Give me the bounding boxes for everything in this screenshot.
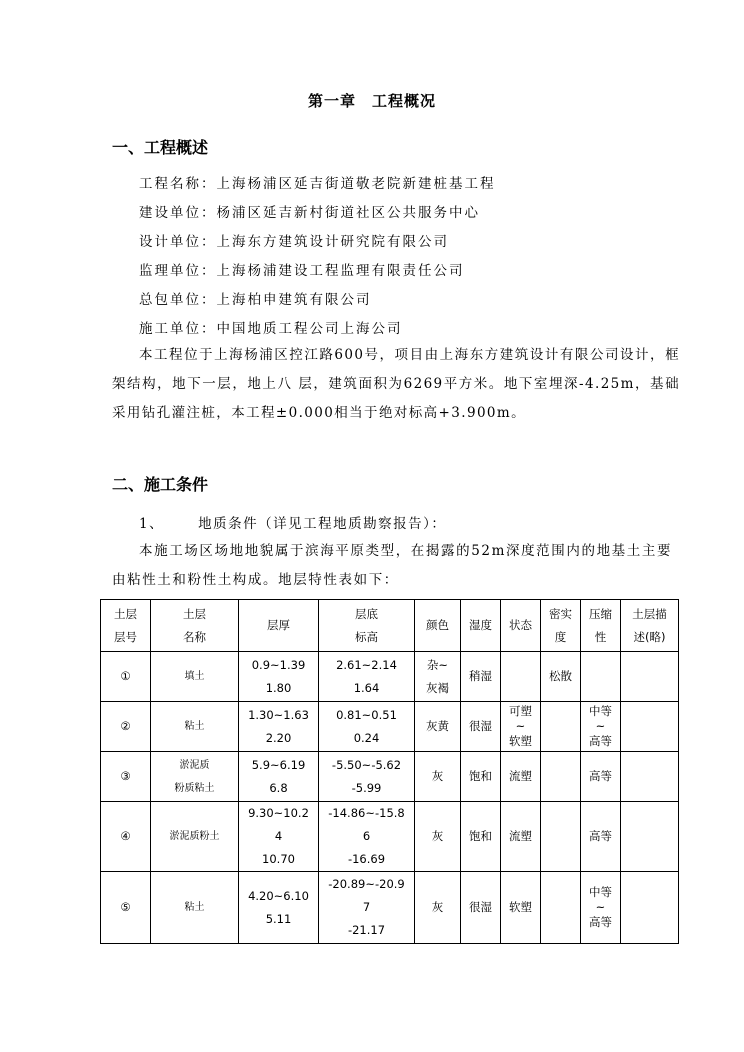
cell-text: 4 bbox=[274, 829, 283, 843]
cell-text: 7 bbox=[362, 900, 371, 914]
layer-humidity-cell bbox=[461, 872, 501, 944]
layer-desc-cell bbox=[621, 652, 679, 702]
cell-text: 0.24 bbox=[353, 730, 380, 745]
layer-compress-cell bbox=[581, 702, 621, 752]
cell-text: 2.61~2.14 bbox=[336, 657, 397, 672]
cell-text: 饱和 bbox=[469, 829, 492, 843]
info-value: 上海东方建筑设计研究院有限公司 bbox=[216, 234, 449, 250]
layer-compress-cell bbox=[581, 652, 621, 702]
layer-thickness-cell bbox=[239, 752, 319, 802]
layer-humidity-cell bbox=[461, 702, 501, 752]
layer-desc-cell bbox=[621, 752, 679, 802]
table-row bbox=[101, 802, 679, 872]
layer-density-cell bbox=[541, 802, 581, 872]
info-label: 设计单位： bbox=[139, 234, 217, 250]
layer-state-cell bbox=[501, 652, 541, 702]
layer-number-cell bbox=[101, 652, 151, 702]
table-header-cell bbox=[239, 600, 319, 652]
layer-name-cell bbox=[151, 702, 239, 752]
project-info-row bbox=[139, 259, 465, 279]
cell-text: 灰褐 bbox=[426, 680, 449, 695]
cell-text: -5.99 bbox=[351, 780, 382, 795]
layer-name-cell bbox=[151, 802, 239, 872]
cell-text: 10.70 bbox=[262, 852, 295, 866]
layer-density-cell bbox=[541, 702, 581, 752]
layer-compress-cell bbox=[581, 752, 621, 802]
header-text: 名称 bbox=[183, 629, 206, 644]
header-text: 湿度 bbox=[469, 618, 492, 632]
cell-text: 0.81~0.51 bbox=[336, 707, 397, 722]
cell-text: 6 bbox=[362, 829, 371, 843]
info-label: 建设单位： bbox=[139, 205, 217, 221]
cell-text: ④ bbox=[120, 829, 131, 843]
header-text: 压缩 bbox=[589, 606, 612, 621]
layer-state-cell bbox=[501, 702, 541, 752]
cell-text: ~ bbox=[595, 719, 606, 733]
project-info-row bbox=[139, 201, 480, 221]
layer-number-cell bbox=[101, 802, 151, 872]
cell-text: 1.64 bbox=[353, 680, 380, 695]
info-value: 上海柏申建筑有限公司 bbox=[216, 292, 372, 308]
cell-text: 9.30~10.2 bbox=[248, 806, 309, 820]
header-text: 土层 bbox=[114, 606, 137, 621]
project-info-row bbox=[139, 230, 449, 250]
cell-text: 淤泥质粉土 bbox=[169, 831, 220, 842]
cell-text: -20.89~-20.9 bbox=[328, 877, 405, 891]
cell-text: -21.17 bbox=[347, 923, 386, 937]
table-header-cell bbox=[541, 600, 581, 652]
layer-state-cell bbox=[501, 752, 541, 802]
cell-text: 很湿 bbox=[469, 719, 492, 733]
header-text: 层号 bbox=[114, 629, 137, 644]
info-value: 杨浦区延吉新村街道社区公共服务中心 bbox=[216, 205, 480, 221]
layer-thickness-cell bbox=[239, 802, 319, 872]
layer-color-cell bbox=[415, 652, 461, 702]
cell-text: 1.30~1.63 bbox=[248, 707, 309, 722]
table-row bbox=[101, 872, 679, 944]
cell-text: 稍湿 bbox=[469, 669, 492, 683]
header-text: 土层描 bbox=[632, 606, 667, 621]
table-header-cell bbox=[415, 600, 461, 652]
table-header-cell bbox=[501, 600, 541, 652]
header-text: 层底 bbox=[355, 606, 378, 621]
cell-text: -5.50~-5.62 bbox=[331, 757, 402, 772]
cell-text: 高等 bbox=[589, 769, 612, 783]
layer-color-cell bbox=[415, 802, 461, 872]
layer-elevation-cell bbox=[319, 652, 415, 702]
cell-text: 松散 bbox=[549, 669, 572, 683]
cell-text: 填土 bbox=[184, 671, 205, 682]
table-header-cell bbox=[319, 600, 415, 652]
info-label: 总包单位： bbox=[139, 292, 217, 308]
table-header-cell bbox=[581, 600, 621, 652]
geology-item-number: 1、 bbox=[139, 516, 165, 532]
cell-text: 中等 bbox=[589, 704, 612, 718]
cell-text: 流塑 bbox=[509, 769, 532, 783]
info-value: 上海杨浦建设工程监理有限责任公司 bbox=[216, 263, 465, 279]
layer-name-cell bbox=[151, 872, 239, 944]
cell-text: 2.20 bbox=[265, 730, 292, 745]
cell-text: 灰 bbox=[431, 900, 444, 914]
header-text: 颜色 bbox=[426, 618, 449, 632]
table-header-cell bbox=[151, 600, 239, 652]
cell-text: 高等 bbox=[589, 734, 612, 748]
header-text: 述(略) bbox=[633, 629, 666, 644]
layer-humidity-cell bbox=[461, 802, 501, 872]
info-label: 工程名称： bbox=[139, 176, 217, 192]
geology-item-text: 地质条件（详见工程地质勘察报告）： bbox=[198, 516, 447, 532]
info-value: 中国地质工程公司上海公司 bbox=[216, 321, 403, 337]
cell-text: 粘土 bbox=[184, 902, 205, 913]
layer-humidity-cell bbox=[461, 652, 501, 702]
cell-text: 6.8 bbox=[269, 780, 288, 795]
layer-color-cell bbox=[415, 872, 461, 944]
layer-thickness-cell bbox=[239, 652, 319, 702]
table-header-row bbox=[101, 600, 679, 652]
table-header-cell bbox=[101, 600, 151, 652]
cell-text: -14.86~-15.8 bbox=[328, 806, 405, 820]
project-description: 本工程位于上海杨浦区控江路600号，项目由上海东方建筑设计有限公司设计，框架结构，地下一层，地上八 层，建筑面积为6269平方米。地下室埋深-4.25m，基础采用钻孔灌注桩，本工程±0.000相当于绝对标高+3.900m。 bbox=[112, 347, 680, 421]
cell-text: 淤泥质 bbox=[179, 759, 210, 771]
cell-text: 4.20~6.10 bbox=[248, 888, 309, 903]
cell-text: ⑤ bbox=[120, 900, 131, 914]
project-info-row bbox=[139, 172, 496, 192]
header-text: 土层 bbox=[183, 606, 206, 621]
layer-desc-cell bbox=[621, 702, 679, 752]
header-text: 密实 bbox=[549, 606, 572, 621]
info-label: 施工单位： bbox=[139, 321, 217, 337]
cell-text: 高等 bbox=[589, 829, 612, 843]
cell-text: 灰 bbox=[431, 769, 444, 783]
project-info-row bbox=[139, 317, 403, 337]
info-label: 监理单位： bbox=[139, 263, 217, 279]
layer-desc-cell bbox=[621, 802, 679, 872]
layer-color-cell bbox=[415, 752, 461, 802]
layer-elevation-cell bbox=[319, 752, 415, 802]
section-heading-conditions: 二、施工条件 bbox=[112, 475, 209, 494]
layer-number-cell bbox=[101, 752, 151, 802]
layer-thickness-cell bbox=[239, 872, 319, 944]
layer-humidity-cell bbox=[461, 752, 501, 802]
cell-text: -16.69 bbox=[347, 852, 386, 866]
project-info-row bbox=[139, 288, 372, 308]
layer-color-cell bbox=[415, 702, 461, 752]
cell-text: 流塑 bbox=[509, 829, 532, 843]
cell-text: 粘土 bbox=[184, 721, 205, 732]
cell-text: 粉质粘土 bbox=[174, 782, 215, 794]
layer-compress-cell bbox=[581, 872, 621, 944]
layer-number-cell bbox=[101, 702, 151, 752]
section-heading-overview: 一、工程概述 bbox=[112, 138, 209, 157]
layer-desc-cell bbox=[621, 872, 679, 944]
cell-text: 软塑 bbox=[509, 734, 532, 748]
table-row bbox=[101, 752, 679, 802]
layer-thickness-cell bbox=[239, 702, 319, 752]
soil-layer-table bbox=[100, 599, 679, 944]
cell-text: 0.9~1.39 bbox=[251, 657, 306, 672]
cell-text: ② bbox=[120, 719, 131, 733]
cell-text: 杂~ bbox=[426, 657, 449, 672]
table-row bbox=[101, 652, 679, 702]
cell-text: 可塑 bbox=[509, 704, 532, 718]
layer-name-cell bbox=[151, 652, 239, 702]
layer-compress-cell bbox=[581, 802, 621, 872]
header-text: 层厚 bbox=[267, 618, 290, 632]
cell-text: 高等 bbox=[589, 915, 612, 929]
layer-state-cell bbox=[501, 802, 541, 872]
header-text: 度 bbox=[554, 629, 567, 644]
cell-text: 灰 bbox=[431, 829, 444, 843]
cell-text: 灰黄 bbox=[426, 719, 449, 733]
cell-text: 很湿 bbox=[469, 900, 492, 914]
layer-name-cell bbox=[151, 752, 239, 802]
geology-item bbox=[139, 512, 446, 532]
geology-description: 本施工场区场地地貌属于滨海平原类型，在揭露的52m深度范围内的地基土主要由粘性土和粉性土构成。地层特性表如下： bbox=[112, 543, 673, 588]
layer-density-cell bbox=[541, 752, 581, 802]
layer-elevation-cell bbox=[319, 802, 415, 872]
cell-text: 中等 bbox=[589, 885, 612, 899]
layer-density-cell bbox=[541, 652, 581, 702]
table-row bbox=[101, 702, 679, 752]
cell-text: 饱和 bbox=[469, 769, 492, 783]
layer-number-cell bbox=[101, 872, 151, 944]
table-header-cell bbox=[461, 600, 501, 652]
header-text: 状态 bbox=[509, 618, 532, 632]
layer-elevation-cell bbox=[319, 872, 415, 944]
page-title: 第一章 工程概况 bbox=[307, 92, 436, 110]
cell-text: ~ bbox=[595, 900, 606, 914]
cell-text: 软塑 bbox=[509, 900, 532, 914]
table-header-cell bbox=[621, 600, 679, 652]
cell-text: ① bbox=[120, 669, 131, 683]
info-value: 上海杨浦区延吉街道敬老院新建桩基工程 bbox=[216, 176, 496, 192]
layer-elevation-cell bbox=[319, 702, 415, 752]
header-text: 标高 bbox=[355, 629, 378, 644]
cell-text: ③ bbox=[120, 769, 131, 783]
layer-density-cell bbox=[541, 872, 581, 944]
cell-text: ~ bbox=[515, 719, 526, 733]
cell-text: 5.9~6.19 bbox=[251, 757, 306, 772]
header-text: 性 bbox=[594, 629, 607, 644]
cell-text: 1.80 bbox=[265, 680, 292, 695]
cell-text: 5.11 bbox=[265, 911, 292, 926]
layer-state-cell bbox=[501, 872, 541, 944]
